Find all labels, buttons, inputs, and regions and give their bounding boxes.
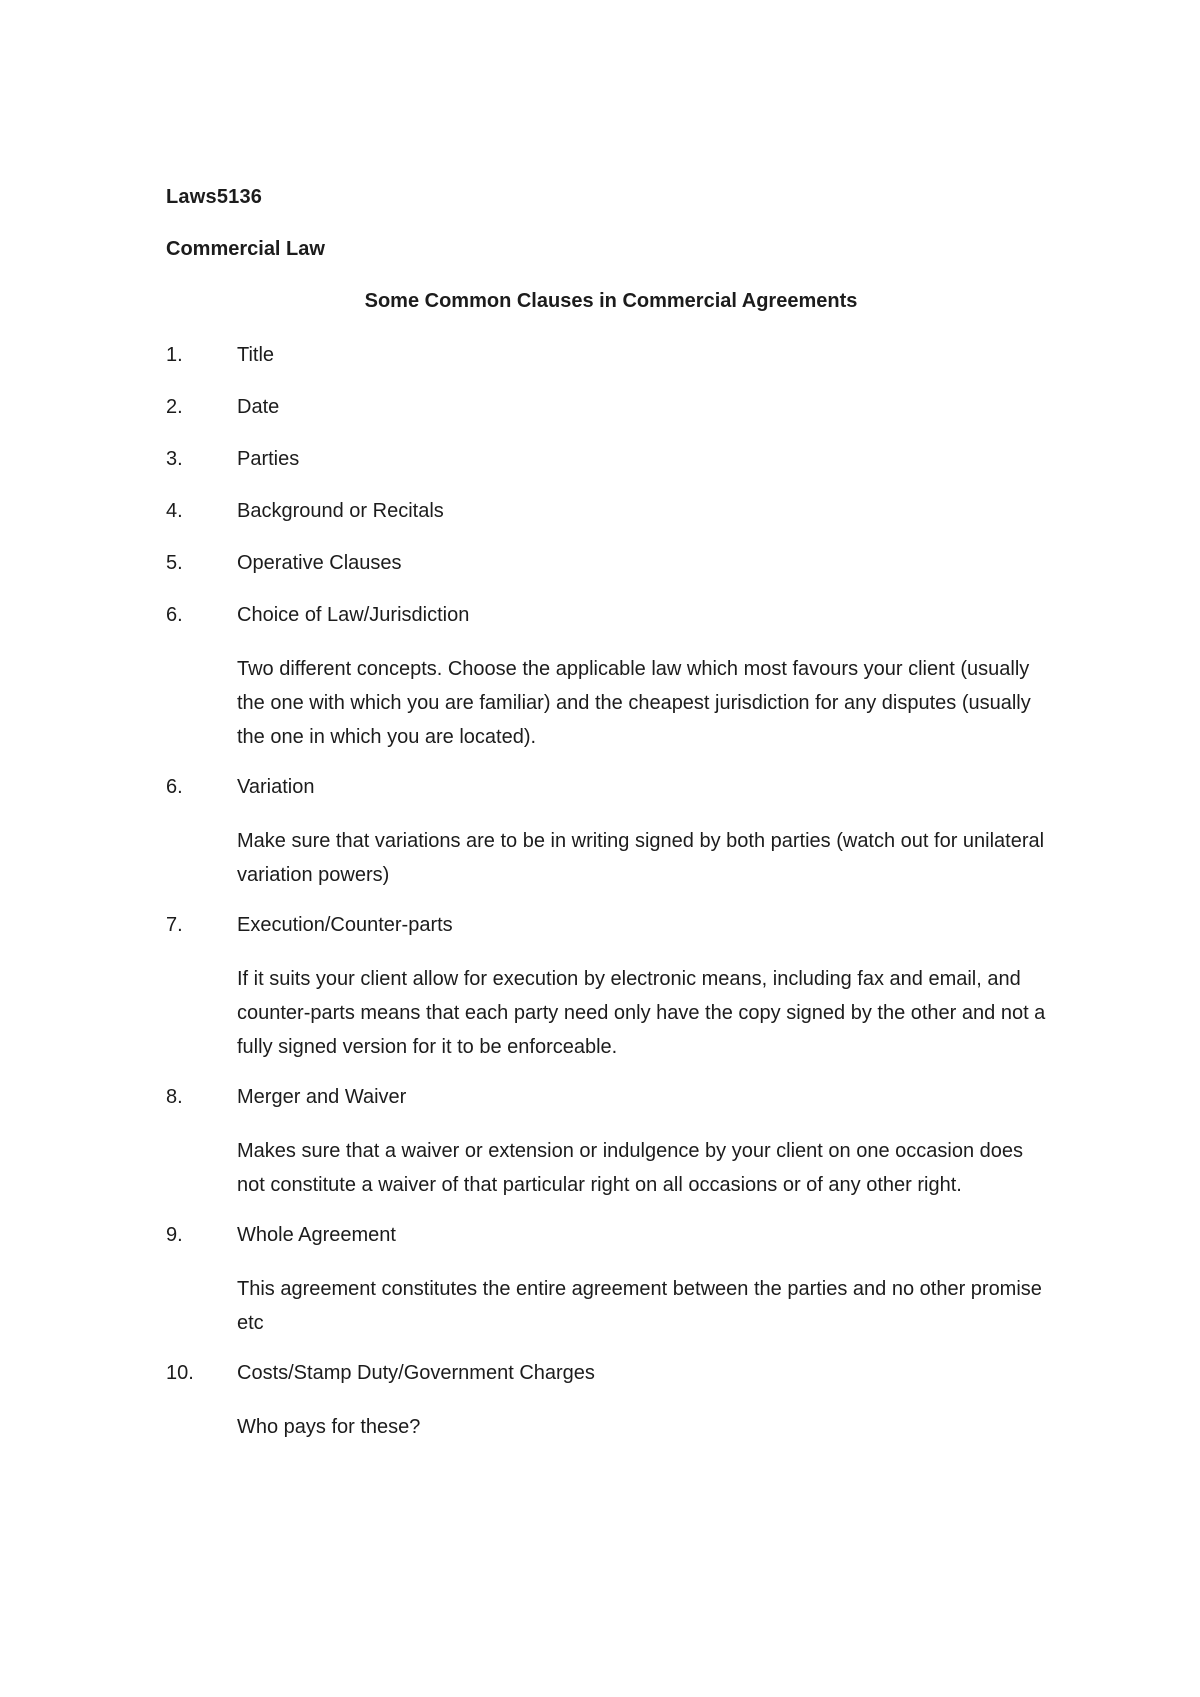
clause-heading — [166, 910, 1066, 962]
clause-title: Whole Agreement — [237, 1224, 396, 1246]
clause-number: 9. — [166, 1224, 183, 1246]
clause-number: 4. — [166, 500, 183, 522]
clause-title: Date — [237, 396, 280, 418]
clause-number: 1. — [166, 344, 183, 366]
course-name: Commercial Law — [166, 238, 325, 260]
clause-title: Operative Clauses — [237, 552, 402, 574]
clause-item — [166, 910, 1066, 1064]
clause-heading — [166, 1220, 1066, 1272]
clause-title: Parties — [237, 448, 300, 470]
clause-item — [166, 340, 1066, 392]
clause-description: Who pays for these? — [237, 1416, 421, 1438]
clause-item — [166, 1358, 1066, 1444]
clause-description: If it suits your client allow for execution by electronic means, including fax and email, and counter-parts means that each party need only have the copy signed by the other and not a fully signed version for it to be enforceable. — [237, 968, 1046, 1058]
clause-title: Choice of Law/Jurisdiction — [237, 604, 470, 626]
clause-title: Merger and Waiver — [237, 1086, 407, 1108]
clause-description: Makes sure that a waiver or extension or indulgence by your client on one occasion does not constitute a waiver of that particular right on all occasions or of any other right. — [237, 1140, 1024, 1196]
clause-title: Costs/Stamp Duty/Government Charges — [237, 1362, 595, 1384]
clause-number: 6. — [166, 604, 183, 626]
clause-heading — [166, 600, 1066, 652]
clause-description: Two different concepts. Choose the applicable law which most favours your client (usually the one with which you are familiar) and the cheapest jurisdiction for any disputes (usually the one in which you are located). — [237, 658, 1031, 748]
document-title: Some Common Clauses in Commercial Agreements — [364, 290, 858, 312]
clause-heading — [166, 496, 1066, 548]
clause-item — [166, 444, 1066, 496]
clause-number: 3. — [166, 448, 183, 470]
clause-number: 6. — [166, 776, 183, 798]
clause-description: Make sure that variations are to be in writing signed by both parties (watch out for unilateral variation powers) — [237, 830, 1045, 886]
clause-title: Execution/Counter-parts — [237, 914, 453, 936]
clause-title: Title — [237, 344, 275, 366]
clause-heading — [166, 340, 1066, 392]
clause-item — [166, 548, 1066, 600]
clause-item — [166, 1220, 1066, 1340]
clause-heading — [166, 1082, 1066, 1134]
clause-title: Background or Recitals — [237, 500, 444, 522]
clause-item — [166, 600, 1066, 754]
course-code: Laws5136 — [166, 186, 263, 208]
clause-heading — [166, 548, 1066, 600]
clause-item — [166, 496, 1066, 548]
clause-number: 7. — [166, 914, 183, 936]
clause-item — [166, 1082, 1066, 1202]
clause-number: 10. — [166, 1362, 194, 1384]
clause-number: 5. — [166, 552, 183, 574]
clause-heading — [166, 1358, 1066, 1410]
clause-item — [166, 392, 1066, 444]
clause-description: This agreement constitutes the entire agreement between the parties and no other promise etc — [237, 1278, 1042, 1334]
clause-heading — [166, 444, 1066, 496]
clause-heading — [166, 392, 1066, 444]
clause-number: 2. — [166, 396, 183, 418]
clause-heading — [166, 772, 1066, 824]
clause-list — [166, 340, 1066, 1462]
clause-item — [166, 772, 1066, 892]
clause-title: Variation — [237, 776, 315, 798]
clause-number: 8. — [166, 1086, 183, 1108]
